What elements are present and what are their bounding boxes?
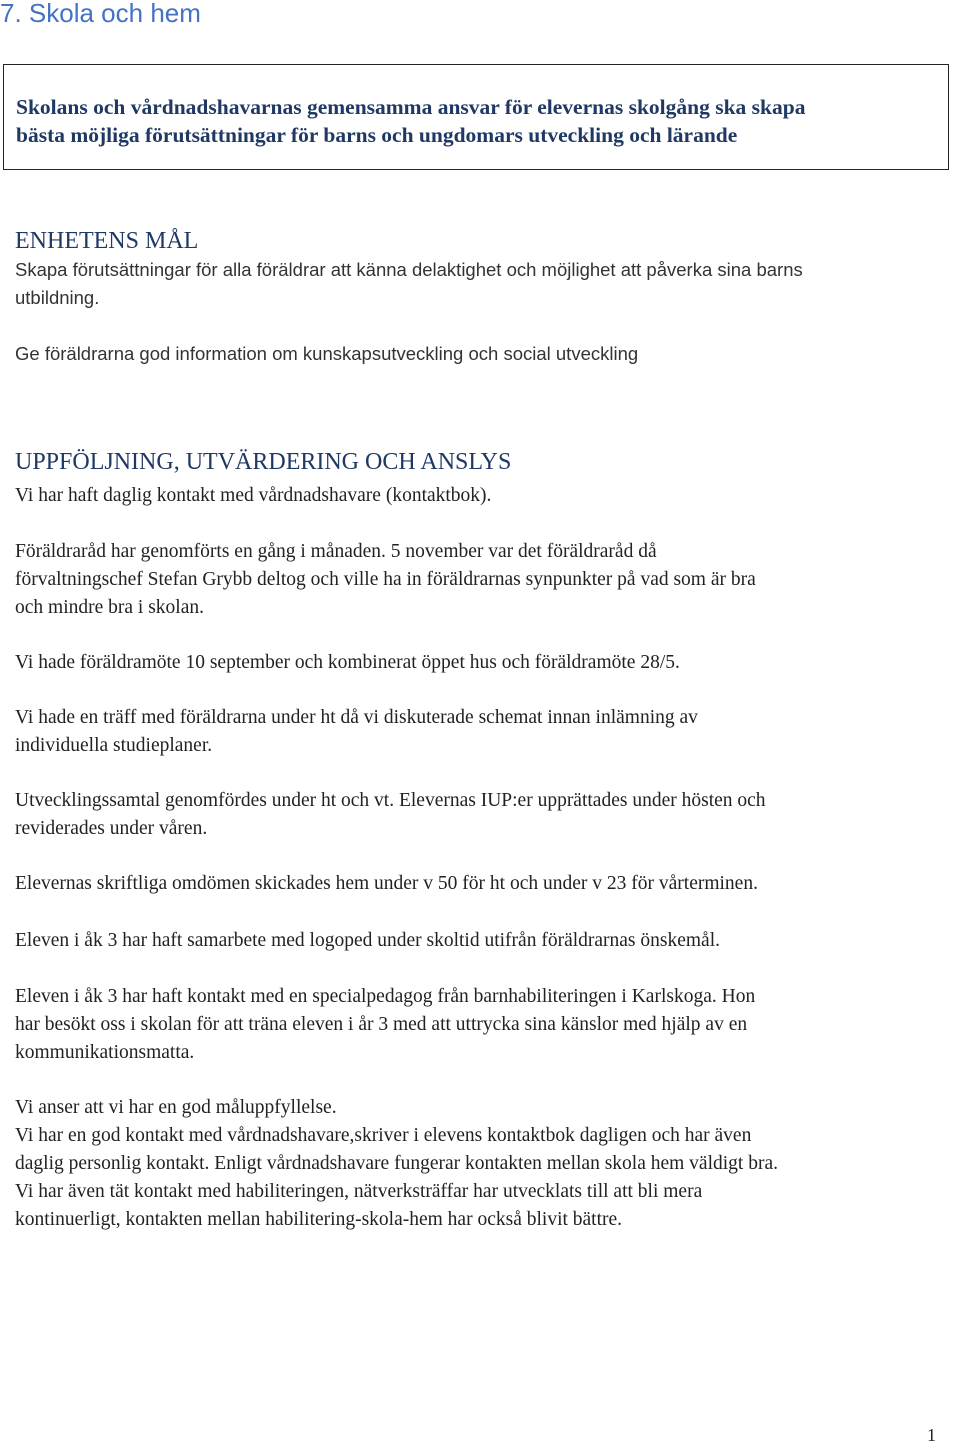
paragraph-line: Vi har haft daglig kontakt med vårdnadshavare (kontaktbok). <box>15 485 492 506</box>
paragraph-line: Utvecklingssamtal genomfördes under ht och vt. Elevernas IUP:er upprättades under hösten och <box>15 790 766 811</box>
section-heading-enhetens-mal: ENHETENS MÅL <box>15 228 199 254</box>
body-paragraph <box>15 927 950 955</box>
responsibility-line: Skolans och vårdnadshavarnas gemensamma ansvar för elevernas skolgång ska skapa <box>16 95 806 119</box>
paragraph-line: reviderades under våren. <box>15 818 208 839</box>
paragraph-line: individuella studieplaner. <box>15 735 213 756</box>
paragraph-line: Vi hade föräldramöte 10 september och kombinerat öppet hus och föräldramöte 28/5. <box>15 652 680 673</box>
paragraph-line: Vi har en god kontakt med vårdnadshavare,skriver i elevens kontaktbok dagligen och har även <box>15 1125 752 1146</box>
responsibility-statement <box>16 93 936 149</box>
paragraph-line: har besökt oss i skolan för att träna eleven i år 3 med att uttrycka sina känslor med hjälp av en <box>15 1014 748 1035</box>
page-number: 1 <box>927 1425 936 1445</box>
paragraph-line: Vi anser att vi har en god måluppfyllelse. <box>15 1097 337 1118</box>
paragraph-line: daglig personlig kontakt. Enligt vårdnadshavare fungerar kontakten mellan skola hem väldigt bra. <box>15 1153 778 1174</box>
paragraph-line: Vi har även tät kontakt med habiliteringen, nätverksträffar har utvecklats till att bli mera <box>15 1181 703 1202</box>
paragraph-line: kontinuerligt, kontakten mellan habilitering-skola-hem har också blivit bättre. <box>15 1209 623 1230</box>
responsibility-box <box>3 64 949 170</box>
responsibility-line: bästa möjliga förutsättningar för barns och ungdomars utveckling och lärande <box>16 123 738 147</box>
body-paragraph <box>15 482 950 510</box>
section-heading-uppfoljning: UPPFÖLJNING, UTVÄRDERING OCH ANSLYS <box>15 449 512 475</box>
body-paragraph <box>15 649 950 677</box>
paragraph-line: och mindre bra i skolan. <box>15 597 204 618</box>
body-paragraph <box>15 538 950 622</box>
goal-line: Skapa förutsättningar för alla föräldrar att känna delaktighet och möjlighet att påverka sina barns <box>15 259 803 280</box>
goal-line: utbildning. <box>15 287 100 308</box>
paragraph-line: Eleven i åk 3 har haft samarbete med logoped under skoltid utifrån föräldrarnas önskemål. <box>15 930 721 951</box>
body-paragraph <box>15 704 950 760</box>
paragraph-line: Eleven i åk 3 har haft kontakt med en specialpedagog från barnhabiliteringen i Karlskoga. Hon <box>15 986 756 1007</box>
paragraph-line: Elevernas skriftliga omdömen skickades hem under v 50 för ht och under v 23 för vårterminen. <box>15 873 758 894</box>
body-paragraph <box>15 983 950 1067</box>
body-paragraph <box>15 870 950 898</box>
paragraph-line: Vi hade en träff med föräldrarna under ht då vi diskuterade schemat innan inlämning av <box>15 707 698 728</box>
goal-paragraph: Ge föräldrarna god information om kunskapsutveckling och social utveckling <box>15 343 639 364</box>
body-paragraph <box>15 1094 950 1234</box>
paragraph-line: kommunikationsmatta. <box>15 1042 195 1063</box>
body-paragraph <box>15 787 950 843</box>
paragraph-line: Föräldraråd har genomförts en gång i månaden. 5 november var det föräldraråd då <box>15 541 657 562</box>
goal-paragraph <box>15 256 945 312</box>
paragraph-line: förvaltningschef Stefan Grybb deltog och ville ha in föräldrarnas synpunkter på vad som är bra <box>15 569 756 590</box>
page-title: 7. Skola och hem <box>0 0 201 28</box>
